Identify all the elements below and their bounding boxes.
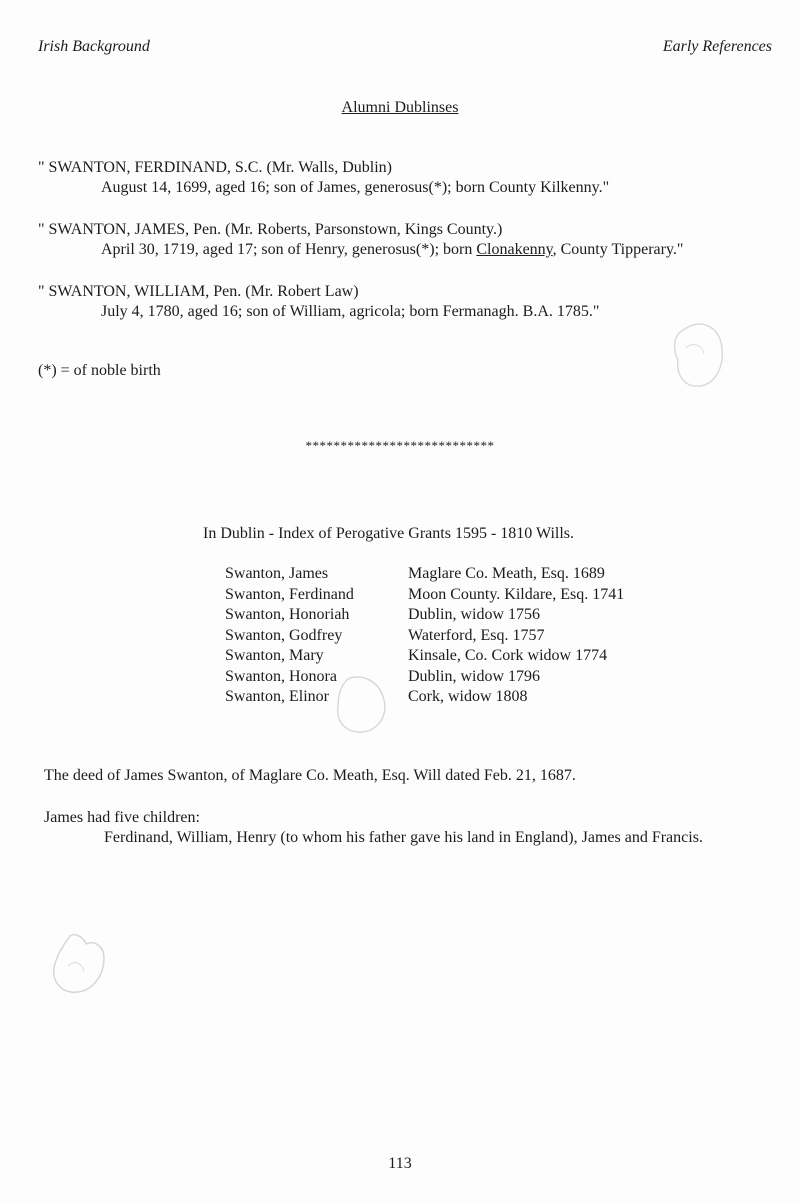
grant-detail: Kinsale, Co. Cork widow 1774 <box>408 647 608 664</box>
grants-title: In Dublin - Index of Perogative Grants 1595 - 1810 Wills. <box>203 525 574 542</box>
grant-name: Swanton, Elinor <box>225 688 329 705</box>
grant-name: Swanton, Honoriah <box>225 606 350 623</box>
deed-paragraph: The deed of James Swanton, of Maglare Co. Meath, Esq. Will dated Feb. 21, 1687. <box>44 767 576 784</box>
paper-stain <box>668 318 728 392</box>
page-number: 113 <box>388 1155 412 1172</box>
grant-detail: Moon County. Kildare, Esq. 1741 <box>408 585 625 603</box>
running-header-right: Early References <box>662 38 772 55</box>
entry-detail-pre: April 30, 1719, aged 17; son of Henry, generosus(*); born <box>101 241 477 258</box>
grant-name: Swanton, James <box>225 565 329 582</box>
place-clonakenny: Clonakenny <box>476 241 553 258</box>
entry-detail <box>38 240 683 260</box>
grant-detail: Dublin, widow 1756 <box>408 606 540 623</box>
section-title-text: Alumni Dublinses <box>341 99 459 116</box>
footnote: (*) = of noble birth <box>38 362 161 379</box>
grant-row <box>225 605 624 626</box>
grant-name: Swanton, Ferdinand <box>225 585 354 603</box>
section-title <box>0 99 800 117</box>
grant-row <box>225 667 624 688</box>
grant-row <box>225 564 624 585</box>
paper-stain <box>46 930 112 1000</box>
grant-row <box>225 687 624 708</box>
alumni-entry-ferdinand <box>38 158 609 198</box>
grant-row <box>225 626 624 647</box>
grant-name: Swanton, Godfrey <box>225 626 343 644</box>
alumni-entry-james <box>38 220 683 260</box>
entry-detail: August 14, 1699, aged 16; son of James, generosus(*); born County Kilkenny." <box>101 179 610 196</box>
entry-detail-post: , County Tipperary." <box>552 241 684 258</box>
grant-name: Swanton, Mary <box>225 647 324 664</box>
grant-row <box>225 646 624 667</box>
entry-head: " SWANTON, WILLIAM, Pen. (Mr. Robert Law) <box>38 283 359 300</box>
grant-name: Swanton, Honora <box>225 667 337 685</box>
grant-detail: Waterford, Esq. 1757 <box>408 626 545 644</box>
paper-stain <box>330 672 392 738</box>
grant-detail: Maglare Co. Meath, Esq. 1689 <box>408 565 605 582</box>
grant-detail: Cork, widow 1808 <box>408 688 528 705</box>
entry-head: " SWANTON, FERDINAND, S.C. (Mr. Walls, Dublin) <box>38 159 392 176</box>
entry-head: " SWANTON, JAMES, Pen. (Mr. Roberts, Parsonstown, Kings County.) <box>38 221 503 238</box>
grants-table <box>225 564 624 708</box>
children-intro: James had five children: <box>44 809 200 826</box>
asterisk-divider: *************************** <box>305 438 495 453</box>
children-list: Ferdinand, William, Henry (to whom his father gave his land in England), James and Francis. <box>104 829 703 846</box>
grant-row <box>225 585 624 606</box>
entry-detail: July 4, 1780, aged 16; son of William, agricola; born Fermanagh. B.A. 1785." <box>101 303 600 320</box>
grant-detail: Dublin, widow 1796 <box>408 667 540 685</box>
alumni-entry-william <box>38 282 599 322</box>
running-header-left: Irish Background <box>38 38 150 55</box>
